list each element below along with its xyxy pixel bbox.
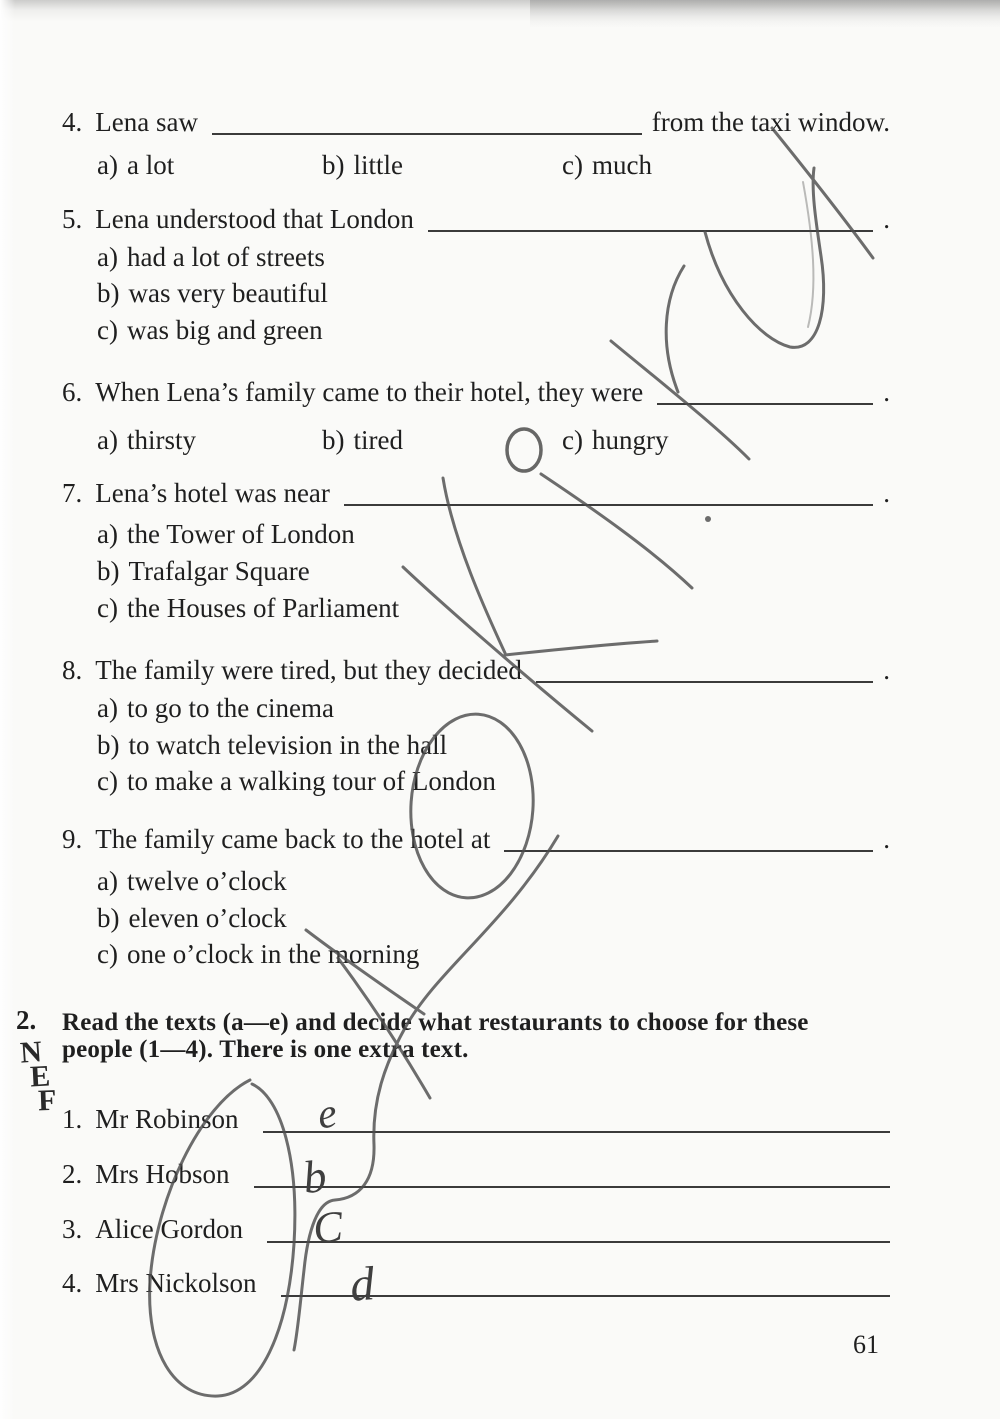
option-label: c) (562, 150, 583, 180)
question-4-line (62, 106, 890, 138)
option-text: to watch television in the hall (128, 730, 448, 760)
option-text: the Tower of London (126, 519, 355, 549)
pencil-stroke (772, 128, 873, 258)
option-text: was very beautiful (128, 278, 328, 308)
question-6-option-a (97, 424, 196, 456)
option-label: a) (97, 519, 118, 549)
answer-blank (212, 133, 642, 135)
option-label: b) (97, 556, 120, 586)
question-8-option-a (97, 692, 334, 724)
margin-letter-f: F (37, 1083, 57, 1118)
question-7-option-c (97, 592, 399, 624)
question-6-option-b (322, 424, 403, 456)
option-text: hungry (591, 425, 669, 455)
option-label: b) (97, 278, 120, 308)
question-text-before: Lena’s hotel was near (95, 478, 330, 508)
question-number: 8. (62, 655, 83, 685)
item-number: 2. (62, 1159, 83, 1189)
item-name: Mrs Hobson (95, 1159, 230, 1189)
pencil-stroke (505, 641, 657, 655)
item-number: 1. (62, 1104, 83, 1134)
option-label: c) (97, 766, 118, 796)
question-8-line (62, 654, 890, 686)
pencil-stroke (705, 168, 824, 347)
option-text: to make a walking tour of London (126, 766, 496, 796)
question-7-line (62, 477, 890, 509)
answer-blank (428, 230, 873, 232)
question-8-option-c (97, 765, 496, 797)
option-label: c) (97, 593, 118, 623)
question-5-option-c (97, 314, 323, 346)
question-9-option-c (97, 938, 419, 970)
question-number: 9. (62, 824, 83, 854)
item-number: 3. (62, 1214, 83, 1244)
option-text: a lot (126, 150, 175, 180)
pencil-circle (507, 429, 541, 471)
question-6-option-c (562, 424, 668, 456)
question-text-after: . (883, 377, 890, 407)
margin-letter-n: N (19, 1035, 43, 1070)
option-text: much (591, 150, 652, 180)
item-number: 4. (62, 1268, 83, 1298)
option-label: b) (97, 730, 120, 760)
exercise-2-instruction-line2: people (1—4). There is one extra text. (62, 1036, 469, 1063)
handwritten-answer-2: b (300, 1149, 329, 1204)
answer-blank (536, 681, 873, 683)
answer-blank (263, 1131, 890, 1133)
option-label: c) (97, 315, 118, 345)
question-text-before: The family came back to the hotel at (95, 824, 491, 854)
question-5-option-b (97, 277, 328, 309)
option-text: little (353, 150, 403, 180)
question-5-line (62, 203, 890, 235)
option-text: tired (353, 425, 403, 455)
question-number: 7. (62, 478, 83, 508)
option-label: b) (322, 150, 345, 180)
answer-blank (281, 1295, 891, 1297)
pencil-stroke (666, 266, 684, 392)
margin-letter-e: E (29, 1059, 51, 1094)
option-text: Trafalgar Square (128, 556, 310, 586)
match-item-3 (62, 1213, 890, 1245)
question-text-after: . (883, 824, 890, 854)
option-label: a) (97, 693, 118, 723)
answer-blank (657, 403, 873, 405)
answer-blank (267, 1241, 890, 1243)
question-7-option-a (97, 518, 355, 550)
answer-blank (504, 850, 873, 852)
question-8-option-b (97, 729, 447, 761)
option-text: twelve o’clock (126, 866, 287, 896)
option-label: c) (562, 425, 583, 455)
question-7-option-b (97, 555, 310, 587)
question-text-after: from the taxi window. (651, 107, 890, 137)
question-number: 4. (62, 107, 83, 137)
question-9-line (62, 823, 890, 855)
question-text-after: . (883, 478, 890, 508)
question-6-line (62, 376, 890, 408)
item-name: Mr Robinson (95, 1104, 239, 1134)
exercise-2-instruction-line1: Read the texts (a—e) and decide what restaurants to choose for these (62, 1009, 809, 1036)
question-4-option-a (97, 149, 174, 181)
option-label: b) (97, 903, 120, 933)
question-text-before: When Lena’s family came to their hotel, they were (95, 377, 644, 407)
pencil-stroke (403, 567, 592, 731)
option-text: had a lot of streets (126, 242, 325, 272)
option-text: the Houses of Parliament (126, 593, 400, 623)
option-label: a) (97, 150, 118, 180)
handwritten-answer-1: e (314, 1090, 340, 1139)
question-text-after: . (883, 204, 890, 234)
option-label: a) (97, 425, 118, 455)
option-text: to go to the cinema (126, 693, 334, 723)
match-item-1 (62, 1103, 890, 1135)
option-label: b) (322, 425, 345, 455)
handwritten-answer-3: C (311, 1201, 345, 1253)
question-text-after: . (883, 655, 890, 685)
question-5-option-a (97, 241, 325, 273)
question-text-before: Lena saw (95, 107, 198, 137)
option-label: a) (97, 866, 118, 896)
answer-blank (254, 1186, 890, 1188)
match-item-4 (62, 1267, 890, 1299)
question-text-before: Lena understood that London (95, 204, 414, 234)
scan-shadow-top-right (530, 0, 1000, 36)
handwritten-answer-4: d (348, 1257, 377, 1312)
item-name: Mrs Nickolson (95, 1268, 257, 1298)
answer-blank (344, 504, 873, 506)
option-text: one o’clock in the morning (126, 939, 420, 969)
question-4-option-c (562, 149, 652, 181)
option-text: was big and green (126, 315, 323, 345)
scan-edge-left (0, 0, 15, 1419)
question-9-option-b (97, 902, 287, 934)
option-text: eleven o’clock (128, 903, 287, 933)
option-label: a) (97, 242, 118, 272)
pencil-dot (705, 516, 711, 522)
question-4-option-b (322, 149, 403, 181)
question-9-option-a (97, 865, 287, 897)
question-number: 5. (62, 204, 83, 234)
item-name: Alice Gordon (95, 1214, 243, 1244)
question-text-before: The family were tired, but they decided (95, 655, 522, 685)
option-text: thirsty (126, 425, 196, 455)
option-label: c) (97, 939, 118, 969)
question-number: 6. (62, 377, 83, 407)
exercise-2-number: 2. (16, 1005, 37, 1035)
page-number: 61 (853, 1330, 879, 1359)
match-item-2 (62, 1158, 890, 1190)
